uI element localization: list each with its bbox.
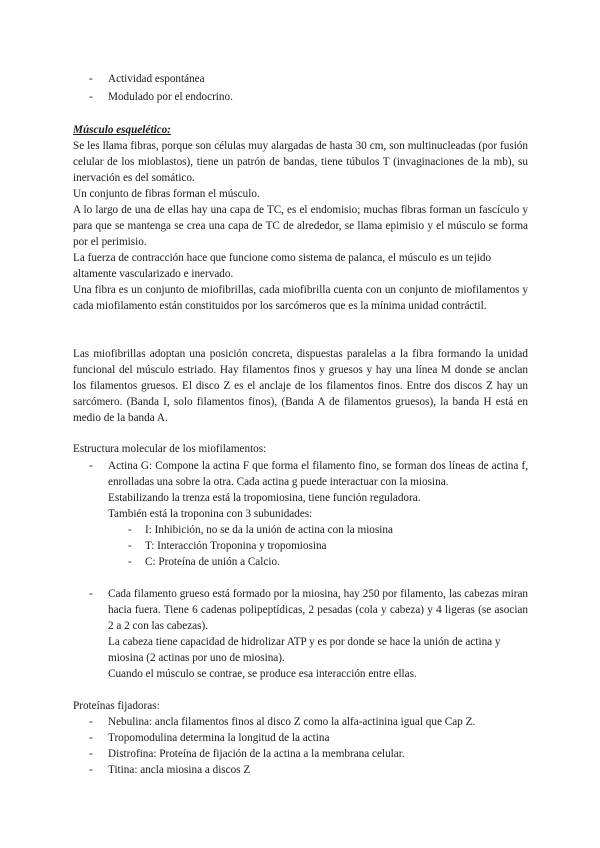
structure-heading: Estructura molecular de los miofilamentos: xyxy=(73,443,267,455)
fijadora-item: Nebulina: ancla filamentos finos al disco Z como la alfa-actinina igual que Cap Z. xyxy=(108,716,476,728)
paragraph-sarcomero: Las miofibrillas adoptan una posición concreta, dispuestas paralelas a la fibra formando la unidad funcional del músculo estriado. Hay filamentos finos y gruesos y hay una línea M donde se anclan los filamentos gruesos. El disco Z es el anclaje de los filamentos finos. Entre dos discos Z hay un sarcómero. (Banda I, solo filamentos finos), (Banda A de filamentos gruesos), la banda H está en medio de la banda A. xyxy=(73,348,528,424)
list-item: Actividad espontánea xyxy=(108,73,205,85)
paragraph-miofibrillas: Una fibra es un conjunto de miofibrillas, cada miofibrilla cuenta con un conjunto de miofilamentos y cada miofilamento están constituidos por los sarcómeros que es la mínima unidad contráctil. xyxy=(73,284,528,312)
grueso-text: Cada filamento grueso está formado por la miosina, hay 250 por filamento, las cabezas miran hacia fuera. Tiene 6 cadenas polipeptídicas, 2 pesadas (cola y cabeza) y 4 ligeras (se asocian 2 a 2 con las cabezas). xyxy=(108,588,528,632)
fijadoras-heading: Proteínas fijadoras: xyxy=(73,700,160,712)
list-bullet: - xyxy=(89,716,93,728)
actina-text: Actina G: Compone la actina F que forma el filamento fino, se forman dos líneas de actina f, enrolladas una sobre la otra. Cada actina g puede interactuar con la miosina. xyxy=(108,460,528,488)
paragraph-conjunto: Un conjunto de fibras forman el músculo. xyxy=(73,188,260,200)
fijadora-item: Distrofina: Proteína de fijación de la actina a la membrana celular. xyxy=(108,748,405,760)
list-bullet: - xyxy=(89,73,93,85)
list-bullet: - xyxy=(89,91,93,103)
list-bullet: - xyxy=(89,588,93,600)
paragraph-fibras: Se les llama fibras, porque son células muy alargadas de hasta 30 cm, son multinucleadas (por fusión celular de los mioblastos), tiene un patrón de bandas, tiene túbulos T (invaginaciones de la mb), su inervación es del somático. xyxy=(73,140,528,184)
subunit-item: I: Inhibición, no se da la unión de actina con la miosina xyxy=(145,524,393,536)
subunit-item: T: Interacción Troponina y tropomiosina xyxy=(145,540,327,552)
actina-tropomiosina: Estabilizando la trenza está la tropomiosina, tiene función reguladora. xyxy=(108,492,421,504)
sublist-bullet: - xyxy=(128,556,132,568)
paragraph-capas: A lo largo de una de ellas hay una capa de TC, es el endomisio; muchas fibras forman un fascículo y para que se mantenga se crea una capa de TC de alrededor, se llama epimisio y el músculo se forma por el perimisio. xyxy=(73,204,528,248)
fijadora-item: Tropomodulina determina la longitud de la actina xyxy=(108,732,330,744)
list-bullet: - xyxy=(89,460,93,472)
sublist-bullet: - xyxy=(128,524,132,536)
list-bullet: - xyxy=(89,764,93,776)
list-bullet: - xyxy=(89,732,93,744)
section-heading: Músculo esquelético: xyxy=(73,124,171,136)
list-bullet: - xyxy=(89,748,93,760)
paragraph-fuerza: La fuerza de contracción hace que funcione como sistema de palanca, el músculo es un tejido altamente vascularizado e inervado. xyxy=(73,252,492,280)
grueso-contraccion: Cuando el músculo se contrae, se produce esa interacción entre ellas. xyxy=(108,668,417,680)
list-item: Modulado por el endocrino. xyxy=(108,91,233,103)
sublist-bullet: - xyxy=(128,540,132,552)
fijadora-item: Titina: ancla miosina a discos Z xyxy=(108,764,251,776)
subunit-item: C: Proteína de unión a Calcio. xyxy=(145,556,280,568)
grueso-cabeza: La cabeza tiene capacidad de hidrolizar ATP y es por donde se hace la unión de actina y miosina (2 actinas por uno de miosina). xyxy=(108,636,501,664)
actina-troponina: También está la troponina con 3 subunidades: xyxy=(108,508,313,520)
